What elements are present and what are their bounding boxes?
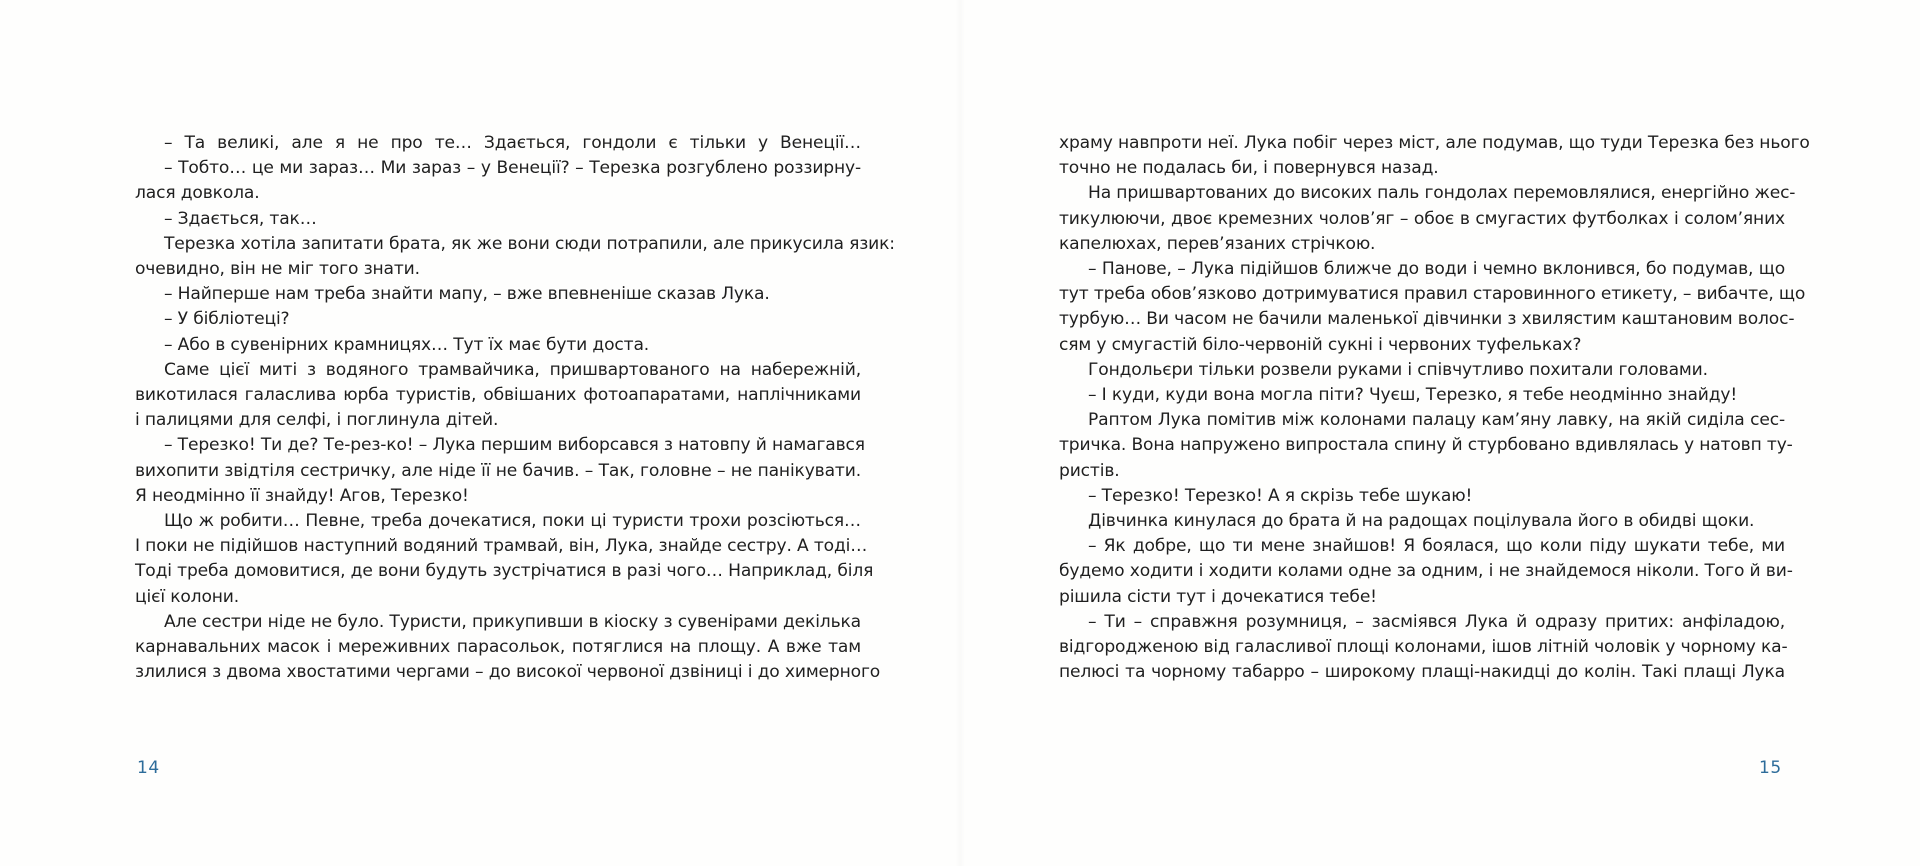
text-line: – Здається, так… — [164, 208, 317, 229]
right-page — [960, 0, 1920, 866]
text-line: рішила сісти тут і дочекатися тебе! — [1059, 586, 1377, 607]
text-line: Я неодмінно її знайду! Агов, Терезко! — [135, 485, 469, 506]
text-line: – У бібліотеці? — [164, 309, 290, 330]
text-line: тут треба обов’язково дотримуватися правил старовинного етикету, – вибачте, що — [1059, 284, 1806, 305]
text-line: вихопити звідтіля сестричку, але ніде її не бачив. – Так, головне – не панікувати. — [135, 460, 861, 481]
text-line: храму навпроти неї. Лука побіг через міст, але подумав, що туди Терезка без нього — [1059, 133, 1810, 153]
text-line: – Та великі, але я не про те… Здається, гондоли є тільки у Венеції… — [164, 133, 861, 153]
text-line: відгородженою від галасливої площі колонами, ішов літній чоловік у чорному ка- — [1059, 637, 1788, 658]
text-line: Гондольєри тільки розвели руками і співчутливо похитали головами. — [1088, 359, 1708, 380]
text-line: турбую… Ви часом не бачили маленької дівчинки з хвилястим каштановим волос- — [1059, 309, 1795, 330]
text-line: – Або в сувенірних крамницях… Тут їх має бути доста. — [164, 334, 650, 355]
text-line: сям у смугастій біло-червоній сукні і червоних туфельках? — [1059, 334, 1582, 355]
text-line: будемо ходити і ходити колами одне за одним, і не знайдемося ніколи. Того й ви- — [1059, 561, 1793, 582]
page-number: 14 — [137, 758, 160, 778]
text-line: І поки не підійшов наступний водяний трамвай, він, Лука, знайде сестру. А тоді… — [135, 536, 868, 557]
text-line: – Як добре, що ти мене знайшов! Я боялася, що коли піду шукати тебе, ми — [1088, 536, 1785, 557]
left-page-text — [135, 131, 895, 685]
text-line: – І куди, куди вона могла піти? Чуєш, Терезко, я тебе неодмінно знайду! — [1088, 385, 1738, 406]
text-line: лася довкола. — [135, 183, 260, 204]
text-line: – Ти – справжня розумниця, – засміявся Лука й одразу притих: анфіладою, — [1088, 611, 1785, 632]
text-line: злилися з двома хвостатими чергами – до високої червоної дзвіниці і до химерного — [135, 662, 881, 683]
text-line: Тоді треба домовитися, де вони будуть зустрічатися в разі чого… Наприклад, біля — [135, 561, 874, 582]
page-number: 15 — [1759, 758, 1782, 778]
text-line: тикулюючи, двоє кремезних чолов’яг – обоє в смугастих футболках і солом’яних — [1059, 208, 1785, 229]
text-line: На пришвартованих до високих паль гондолах перемовлялися, енергійно жес- — [1088, 183, 1796, 204]
text-line: точно не подалась би, і повернувся назад. — [1059, 158, 1439, 179]
text-line: Саме цієї миті з водяного трамвайчика, пришвартованого на набережній, — [164, 359, 861, 380]
text-line: ристів. — [1059, 460, 1120, 481]
text-line: і палицями для селфі, і поглинула дітей. — [135, 410, 499, 431]
text-line: пелюсі та чорному табарро – широкому плащі-накидці до колін. Такі плащі Лука — [1059, 662, 1785, 683]
text-line: капелюхах, перев’язаних стрічкою. — [1059, 233, 1376, 254]
right-page-text — [1059, 131, 1810, 685]
text-line: – Найперше нам треба знайти мапу, – вже впевненіше сказав Лука. — [164, 284, 770, 305]
text-line: Що ж робити… Певне, треба дочекатися, поки ці туристи трохи розсіються… — [164, 511, 861, 532]
text-line: – Тобто… це ми зараз… Ми зараз – у Венеції? – Терезка розгублено роззирну- — [164, 158, 861, 179]
text-line: викотилася галаслива юрба туристів, обвішаних фотоапаратами, наплічниками — [135, 385, 861, 406]
text-line: тричка. Вона напружено випростала спину й стурбовано вдивлялась у натовп ту- — [1059, 435, 1793, 456]
text-line: очевидно, він не міг того знати. — [135, 259, 420, 280]
text-line: Раптом Лука помітив між колонами палацу кам’яну лавку, на якій сиділа сес- — [1088, 410, 1785, 431]
text-line: Дівчинка кинулася до брата й на радощах поцілувала його в обидві щоки. — [1088, 511, 1755, 532]
text-line: Терезка хотіла запитати брата, як же вони сюди потрапили, але прикусила язик: — [164, 233, 895, 254]
text-line: карнавальних масок і мереживних парасольок, потяглися на площу. А вже там — [135, 637, 861, 658]
text-line: – Терезко! Терезко! А я скрізь тебе шукаю! — [1088, 485, 1473, 506]
text-line: цієї колони. — [135, 586, 240, 607]
text-line: – Терезко! Ти де? Те-рез-ко! – Лука першим виборсався з натовпу й намагався — [164, 435, 865, 456]
text-line: Але сестри ніде не було. Туристи, прикупивши в кіоску з сувенірами декілька — [164, 611, 861, 632]
text-line: – Панове, – Лука підійшов ближче до води і чемно вклонився, бо подумав, що — [1088, 259, 1785, 280]
